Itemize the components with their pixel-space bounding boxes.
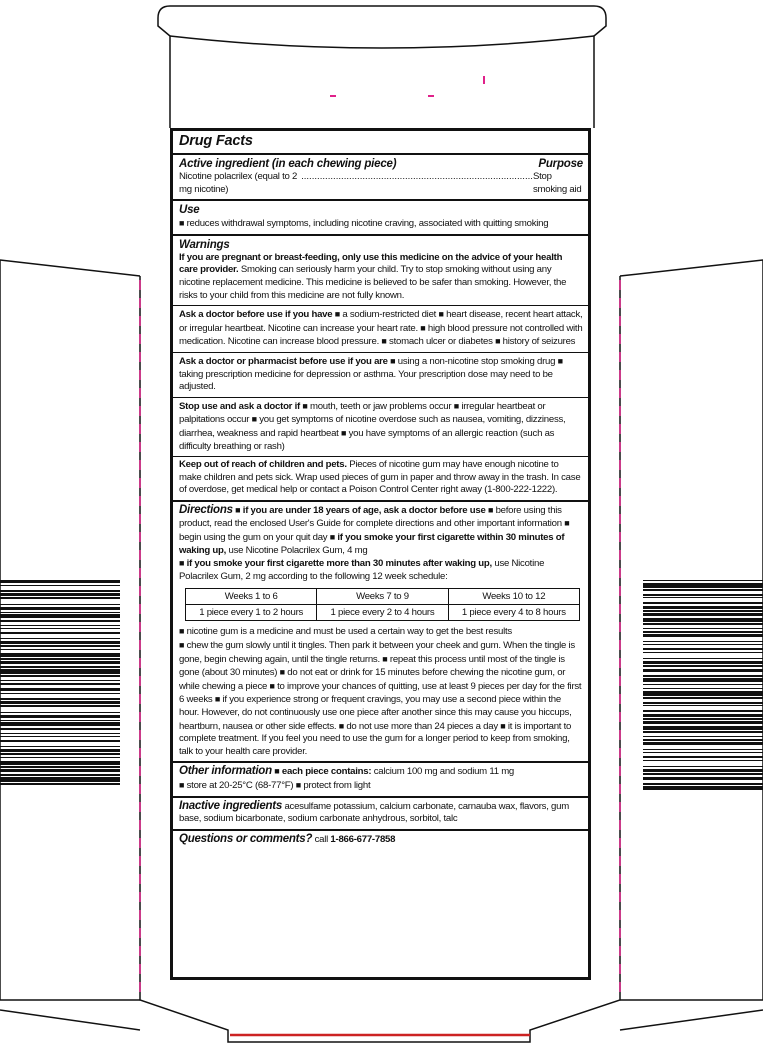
- bullet-square: ■: [179, 640, 185, 651]
- ingredient-purpose: Stop smoking aid: [532, 171, 582, 195]
- barcode-stripe: [0, 783, 120, 785]
- bullet-square: ■: [382, 653, 388, 664]
- barcode-stripe: [643, 721, 763, 724]
- after-30-bold: if you smoke your first cigarette more than 30 minutes after waking up,: [186, 558, 492, 570]
- stop-use-item: you get symptoms of nicotine overdose such as nausea, vomiting, dizziness, diarrhea, weakness and rapid heartbeat: [179, 414, 566, 439]
- barcode-stripe: [0, 757, 120, 758]
- barcode-left: [0, 580, 120, 790]
- barcode-stripe: [643, 652, 763, 653]
- barcode-stripe: [0, 593, 120, 596]
- barcode-stripe: [643, 688, 763, 689]
- inactive-ingredients-section: [173, 796, 588, 829]
- barcode-stripe: [0, 746, 120, 747]
- barcode-stripe: [0, 653, 120, 657]
- barcode-stripe: [643, 658, 763, 659]
- barcode-stripe: [643, 580, 763, 581]
- dosing-schedule-table: [185, 588, 580, 621]
- direction-item: it is important to complete treatment. If you feel you need to use the gum for a longer period to keep from smoking, talk to your health care provider.: [179, 720, 572, 757]
- barcode-stripe: [643, 589, 763, 591]
- barcode-stripe: [643, 623, 763, 625]
- barcode-stripe: [0, 620, 120, 622]
- barcode-stripe: [643, 718, 763, 720]
- keep-out-text: Pieces of nicotine gum may have enough nicotine to make children and pets sick. Wrap used pieces of gum in paper and throw away in the trash. In case of overdose, get medical help or contact a Poison Control Center right away (1-800-222-1222).: [179, 459, 581, 496]
- barcode-stripe: [643, 618, 763, 622]
- barcode-stripe: [643, 786, 763, 790]
- barcode-stripe: [0, 720, 120, 721]
- barcode-stripe: [643, 702, 763, 704]
- warnings-heading: Warnings: [179, 238, 230, 251]
- pregnant-warning-text: Smoking can seriously harm your child. Try to stop smoking without using any nicotine replacement medicine. This medicine is believed to be safer than smoking. However, the risks to your child from this medicine are not fully known.: [179, 264, 567, 301]
- barcode-stripe: [0, 580, 120, 583]
- ask-doctor-item: high blood pressure not controlled with medication. Nicotine can increase blood pressure.: [179, 322, 583, 348]
- bullet-square: ■: [453, 400, 459, 411]
- barcode-stripe: [643, 631, 763, 633]
- bullet-square: ■: [295, 779, 301, 790]
- barcode-stripe: [643, 628, 763, 629]
- protect-text: protect from light: [303, 779, 371, 791]
- barcode-stripe: [643, 769, 763, 772]
- keep-out-section: [173, 456, 588, 500]
- barcode-stripe: [643, 597, 763, 598]
- barcode-stripe: [0, 625, 120, 626]
- barcode-stripe: [643, 602, 763, 604]
- stop-use-section: [173, 397, 588, 456]
- bullet-square: ■: [214, 694, 221, 705]
- direction-item: chew the gum slowly until it tingles. Then park it between your cheek and gum. When the tingle is gone, begin chewing again, until the tingle returns.: [179, 640, 575, 665]
- bullet-square: ■: [279, 667, 285, 678]
- other-information-heading: Other information: [179, 765, 272, 778]
- barcode-stripe: [643, 691, 763, 696]
- barcode-stripe: [0, 749, 120, 752]
- barcode-stripe: [643, 736, 763, 737]
- barcode-stripe: [643, 610, 763, 612]
- barcode-stripe: [643, 783, 763, 785]
- table-row: [186, 589, 580, 605]
- barcode-stripe: [0, 774, 120, 776]
- direction-item: to improve your chances of quitting, use at least 9 pieces per day for the first 6 weeks: [179, 680, 582, 706]
- bullet-square: ■: [495, 336, 501, 347]
- within-30-bold: if you smoke your first cigarette within 30 minutes of waking up,: [179, 532, 565, 556]
- barcode-stripe: [0, 607, 120, 610]
- barcode-stripe: [0, 688, 120, 691]
- ingredient-name: Nicotine polacrilex (equal to 2 mg nicotine): [179, 171, 298, 195]
- barcode-stripe: [0, 683, 120, 685]
- questions-section: [173, 829, 588, 850]
- bullet-square: ■: [487, 504, 494, 515]
- use-section: [173, 199, 588, 234]
- barcode-stripe: [0, 641, 120, 644]
- directions-heading: Directions: [179, 503, 233, 516]
- ask-pharmacist-section: [173, 352, 588, 397]
- bullet-square: ■: [557, 355, 563, 366]
- barcode-stripe: [0, 715, 120, 718]
- barcode-stripe: [643, 710, 763, 712]
- inactive-ingredients-heading: Inactive ingredients: [179, 799, 283, 812]
- barcode-stripe: [0, 658, 120, 660]
- ask-pharmacist-item: using a non-nicotine stop smoking drug: [397, 355, 556, 367]
- stop-use-item: mouth, teeth or jaw problems occur: [309, 400, 452, 412]
- directions-section: [173, 500, 588, 762]
- bullet-square: ■: [251, 414, 257, 425]
- bullet-square: ■: [274, 766, 280, 777]
- under-18-warning: if you are under 18 years of age, ask a doctor before use: [242, 504, 486, 516]
- barcode-stripe: [643, 777, 763, 780]
- bullet-square: ■: [564, 518, 570, 529]
- bullet-square: ■: [390, 355, 396, 366]
- bullet-square: ■: [235, 504, 241, 515]
- barcode-stripe: [643, 594, 763, 596]
- barcode-stripe: [643, 661, 763, 664]
- barcode-stripe: [643, 731, 763, 733]
- drug-facts-header: [173, 131, 588, 153]
- each-piece-text: calcium 100 mg and sodium 11 mg: [373, 766, 515, 778]
- bullet-square: ■: [438, 309, 444, 320]
- barcode-stripe: [0, 705, 120, 707]
- barcode-stripe: [643, 756, 763, 758]
- questions-heading: Questions or comments?: [179, 832, 313, 845]
- ask-pharmacist-heading: Ask a doctor or pharmacist before use if you are: [179, 355, 388, 367]
- barcode-stripe: [643, 665, 763, 667]
- barcode-stripe: [643, 669, 763, 672]
- use-heading: Use: [179, 204, 200, 217]
- barcode-stripe: [0, 722, 120, 726]
- bullet-square: ■: [179, 626, 185, 637]
- ask-doctor-section: [173, 305, 588, 352]
- barcode-stripe: [0, 645, 120, 647]
- barcode-stripe: [0, 675, 120, 677]
- bullet-square: ■: [329, 532, 335, 543]
- barcode-stripe: [643, 684, 763, 685]
- barcode-stripe: [643, 742, 763, 745]
- barcode-stripe: [0, 733, 120, 734]
- stop-use-item: you have symptoms of an allergic reaction (such as difficulty breathing or rash): [179, 427, 555, 452]
- leader-dots: .......................................................................................: [301, 171, 533, 182]
- direction-item: do not eat or drink for 15 minutes before chewing the nicotine gum, or while chewing a piece: [179, 667, 566, 692]
- bullet-square: ■: [338, 720, 344, 731]
- barcode-stripe: [643, 675, 763, 677]
- barcode-stripe: [0, 761, 120, 765]
- bullet-square: ■: [500, 720, 506, 731]
- quit-day-text: begin using the gum on your quit day: [179, 532, 328, 544]
- ask-doctor-heading: Ask a doctor before use if you have: [179, 309, 333, 321]
- inactive-ingredients-text: acesulfame potassium, calcium carbonate, carnauba wax, flavors, gum base, sodium bicarbonate, sodium carbonate anhydrous, sorbitol, talc: [179, 800, 569, 825]
- barcode-stripe: [0, 661, 120, 664]
- barcode-stripe: [643, 583, 763, 588]
- barcode-stripe: [643, 697, 763, 699]
- barcode-stripe: [0, 766, 120, 768]
- other-information-section: [173, 761, 588, 795]
- pregnant-warning-bold: If you are pregnant or breast-feeding, only use this medicine on the advice of your health care provider.: [179, 251, 563, 276]
- barcode-stripe: [643, 634, 763, 637]
- call-label: call: [314, 833, 328, 845]
- direction-item: nicotine gum is a medicine and must be used a certain way to get the best results: [186, 626, 512, 638]
- phone-number: 1-866-677-7858: [330, 833, 396, 845]
- barcode-right: [643, 580, 763, 790]
- barcode-stripe: [0, 669, 120, 674]
- ask-doctor-item: a sodium-restricted diet: [342, 309, 437, 321]
- direction-item: do not use more than 24 pieces a day: [346, 720, 498, 732]
- barcode-stripe: [643, 773, 763, 775]
- barcode-stripe: [643, 606, 763, 609]
- bullet-square: ■: [420, 322, 426, 333]
- bullet-square: ■: [179, 218, 185, 229]
- each-piece-bold: each piece contains:: [281, 766, 372, 778]
- barcode-stripe: [0, 728, 120, 730]
- barcode-stripe: [0, 604, 120, 605]
- barcode-stripe: [0, 769, 120, 772]
- barcode-stripe: [643, 760, 763, 761]
- barcode-stripe: [0, 740, 120, 742]
- direction-item: if you experience strong or frequent cravings, you may use a second piece within the hour. However, do not continuously use one piece after another since this may cause you hiccups, heartburn, nausea or other side effects.: [179, 694, 572, 732]
- within-30-text: use Nicotine Polacrilex Gum, 4 mg: [228, 544, 368, 556]
- bullet-square: ■: [179, 558, 185, 569]
- schedule-header-cell: Weeks 1 to 6: [186, 589, 317, 605]
- schedule-value-cell: 1 piece every 4 to 8 hours: [448, 605, 579, 621]
- before-use-text: before using this product, read the enclosed User's Guide for complete directions and other important information: [179, 504, 562, 530]
- warnings-section: [173, 234, 588, 305]
- stop-use-heading: Stop use and ask a doctor if: [179, 400, 300, 412]
- drug-facts-panel: [170, 128, 591, 980]
- barcode-stripe: [643, 766, 763, 767]
- barcode-stripe: [0, 614, 120, 618]
- bullet-square: ■: [179, 779, 185, 790]
- barcode-stripe: [643, 749, 763, 750]
- barcode-stripe: [0, 590, 120, 592]
- barcode-stripe: [0, 698, 120, 700]
- purpose-heading: Purpose: [538, 158, 583, 170]
- ask-pharmacist-item: taking prescription medicine for depression or asthma. Your prescription dose may need to be adjusted.: [179, 368, 553, 393]
- barcode-stripe: [643, 739, 763, 741]
- barcode-stripe: [0, 597, 120, 599]
- barcode-stripe: [643, 678, 763, 682]
- barcode-stripe: [0, 712, 120, 713]
- barcode-stripe: [643, 714, 763, 717]
- bullet-square: ■: [334, 309, 340, 320]
- use-item: reduces withdrawal symptoms, including nicotine craving, associated with quitting smoking: [186, 218, 549, 230]
- schedule-value-cell: 1 piece every 1 to 2 hours: [186, 605, 317, 621]
- active-ingredient-section: [173, 153, 588, 199]
- stop-use-item: irregular heartbeat or palpitations occur: [179, 400, 546, 426]
- keep-out-heading: Keep out of reach of children and pets.: [179, 459, 347, 471]
- ask-doctor-item: heart disease, recent heart attack, or irregular heartbeat. Nicotine can increase your heart rate.: [179, 309, 583, 334]
- schedule-value-cell: 1 piece every 2 to 4 hours: [317, 605, 448, 621]
- drug-facts-title: Drug Facts: [179, 133, 253, 149]
- barcode-stripe: [0, 628, 120, 629]
- direction-item: repeat this process until most of the tingle is gone (about 30 minutes): [179, 653, 565, 679]
- barcode-stripe: [643, 752, 763, 753]
- bullet-square: ■: [302, 400, 308, 411]
- barcode-stripe: [0, 777, 120, 782]
- barcode-stripe: [0, 736, 120, 737]
- barcode-stripe: [0, 649, 120, 650]
- schedule-header-cell: Weeks 10 to 12: [448, 589, 579, 605]
- barcode-stripe: [0, 632, 120, 634]
- active-ingredient-heading: Active ingredient (in each chewing piece): [179, 158, 397, 170]
- barcode-stripe: [643, 613, 763, 616]
- schedule-header-cell: Weeks 7 to 9: [317, 589, 448, 605]
- after-30-text: use Nicotine Polacrilex Gum, 2 mg according to the following 12 week schedule:: [179, 558, 545, 582]
- storage-text: store at 20-25°C (68-77°F): [186, 779, 294, 791]
- ask-doctor-item: stomach ulcer or diabetes: [389, 336, 493, 348]
- barcode-stripe: [0, 585, 120, 586]
- barcode-stripe: [0, 612, 120, 613]
- barcode-stripe: [0, 666, 120, 668]
- table-row: [186, 605, 580, 621]
- ask-doctor-item: history of seizures: [502, 336, 576, 348]
- barcode-stripe: [643, 726, 763, 730]
- barcode-stripe: [0, 701, 120, 704]
- bullet-square: ■: [341, 427, 347, 438]
- bullet-square: ■: [381, 336, 387, 347]
- barcode-stripe: [0, 693, 120, 694]
- barcode-stripe: [643, 644, 763, 645]
- barcode-stripe: [0, 753, 120, 755]
- barcode-stripe: [643, 641, 763, 642]
- barcode-stripe: [643, 705, 763, 706]
- barcode-stripe: [0, 638, 120, 639]
- barcode-stripe: [0, 680, 120, 681]
- barcode-stripe: [643, 648, 763, 650]
- bullet-square: ■: [269, 680, 275, 691]
